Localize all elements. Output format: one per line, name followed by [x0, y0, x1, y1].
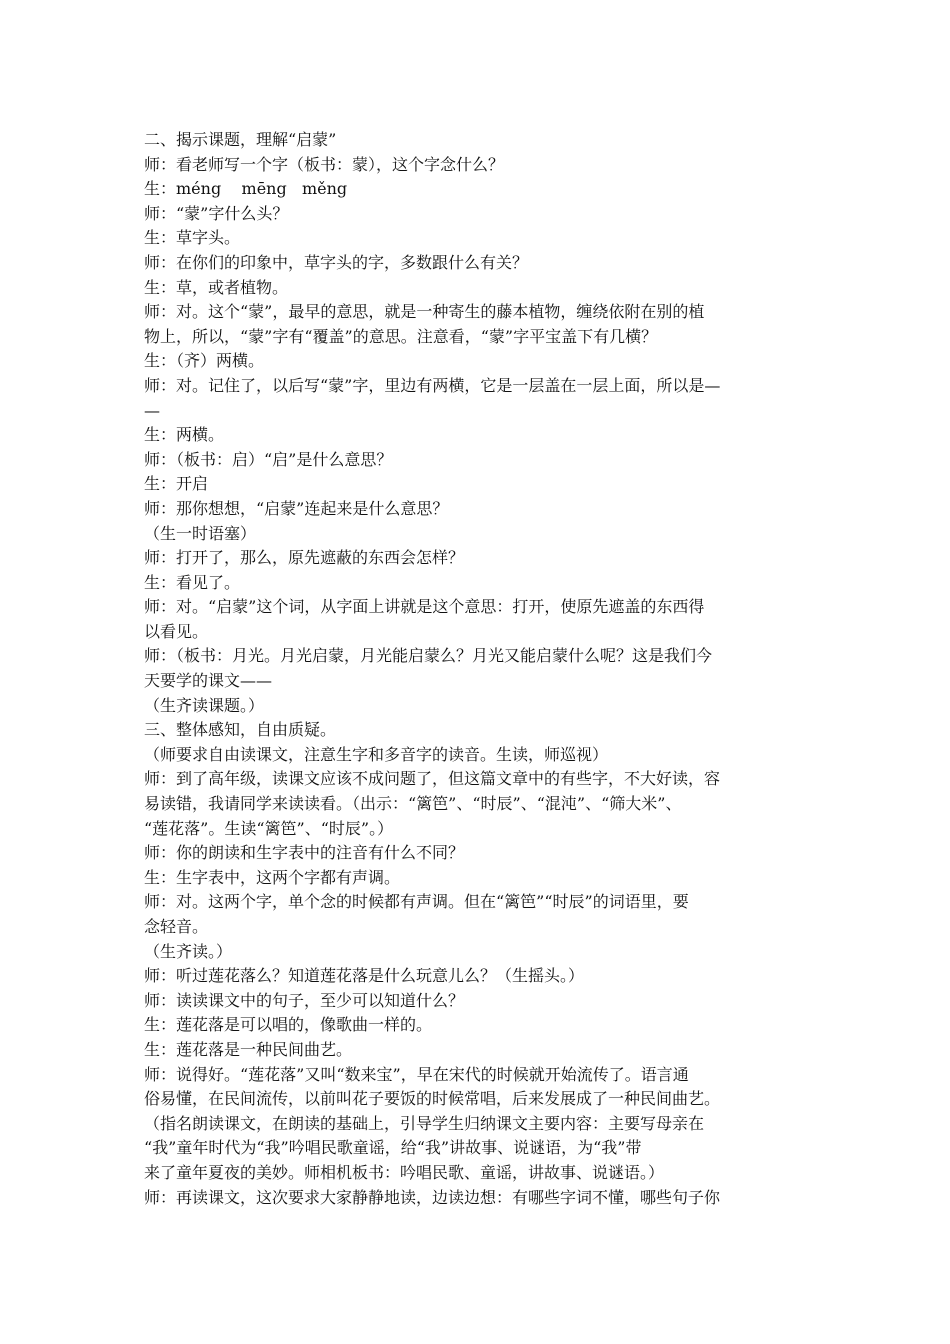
text-line: 生：莲花落是一种民间曲艺。	[144, 1039, 353, 1059]
text-line: 师：对。“启蒙”这个词，从字面上讲就是这个意思：打开，使原先遮盖的东西得	[144, 597, 705, 617]
text-line: 师：（板书：启）“启”是什么意思？	[144, 449, 393, 469]
text-line: 俗易懂，在民间流传，以前叫花子要饭的时候常唱，后来发展成了一种民间曲艺。	[144, 1089, 721, 1109]
text-line: —	[144, 400, 160, 420]
text-line: （指名朗读课文，在朗读的基础上，引导学生归纳课文主要内容：主要写母亲在	[144, 1113, 705, 1133]
text-line: 师：看老师写一个字（板书：蒙），这个字念什么？	[144, 154, 505, 174]
text-line: 师：对。这两个字，单个念的时候都有声调。但在“篱笆”“时辰”的词语里，要	[144, 892, 689, 912]
text-line: 师：打开了，那么，原先遮蔽的东西会怎样？	[144, 548, 465, 568]
text-line: 师：那你想想，“启蒙”连起来是什么意思？	[144, 498, 449, 518]
text-line: （生齐读课题。）	[144, 695, 265, 715]
text-line: 师：在你们的印象中，草字头的字，多数跟什么有关？	[144, 252, 529, 272]
text-line: 念轻音。	[144, 917, 209, 936]
text-line: 生：看见了。	[144, 572, 241, 592]
text-line: 师：听过莲花落么？知道莲花落是什么玩意儿么？（生摇头。）	[144, 966, 585, 986]
text-line: 生：草，或者植物。	[144, 277, 289, 297]
text-line: （师要求自由读课文，注意生字和多音字的读音。生读，师巡视）	[144, 744, 609, 764]
text-line: 师：对。这个“蒙”，最早的意思，就是一种寄生的藤本植物，缠绕依附在别的植	[144, 302, 705, 322]
text-line: （生一时语塞）	[144, 523, 257, 543]
text-line: （生齐读。）	[144, 941, 233, 961]
text-line: 生：méng mēng měng	[144, 179, 348, 199]
text-line: 师：你的朗读和生字表中的注音有什么不同？	[144, 843, 465, 863]
text-line: 天要学的课文——	[144, 671, 273, 691]
text-line: 师：对。记住了，以后写“蒙”字，里边有两横，它是一层盖在一层上面，所以是—	[144, 375, 721, 395]
section-heading-reveal-topic: 二、揭示课题，理解“启蒙”	[144, 130, 337, 149]
text-line: 师：说得好。“莲花落”又叫“数来宝”，早在宋代的时候就开始流传了。语言通	[144, 1064, 689, 1084]
text-line: 生：莲花落是可以唱的，像歌曲一样的。	[144, 1015, 433, 1035]
text-line: 物上，所以，“蒙”字有“覆盖”的意思。注意看，“蒙”字平宝盖下有几横？	[144, 326, 658, 346]
text-line: 师：（板书：月光。月光启蒙，月光能启蒙么？月光又能启蒙什么呢？这是我们今	[144, 646, 713, 666]
text-line: 生：两横。	[144, 425, 225, 445]
text-line: 生：生字表中，这两个字都有声调。	[144, 867, 401, 887]
text-line: 师：“蒙”字什么头？	[144, 203, 289, 223]
text-line: “我”童年时代为“我”吟唱民歌童谣，给“我”讲故事、说谜语，为“我”带	[144, 1138, 642, 1158]
text-line: 生：开启	[144, 474, 209, 494]
text-line: “莲花落”。生读“篱笆”、“时辰”。）	[144, 818, 394, 838]
text-line: 以看见。	[144, 621, 209, 641]
section-heading-overall-perception: 三、整体感知，自由质疑。	[144, 720, 337, 740]
document-page	[144, 128, 824, 1210]
text-line: 师：读读课文中的句子，至少可以知道什么？	[144, 990, 465, 1010]
text-line: 来了童年夏夜的美妙。师相机板书：吟唱民歌、童谣，讲故事、说谜语。）	[144, 1162, 665, 1182]
text-line: 生：（齐）两横。	[144, 351, 265, 371]
text-line: 师：到了高年级，读课文应该不成问题了，但这篇文章中的有些字，不大好读，容	[144, 769, 721, 789]
text-line: 生：草字头。	[144, 228, 241, 248]
text-line: 师：再读课文，这次要求大家静静地读，边读边想：有哪些字词不懂，哪些句子你	[144, 1187, 721, 1207]
text-line: 易读错，我请同学来读读看。（出示：“篱笆”、“时辰”、“混沌”、“筛大米”、	[144, 794, 682, 814]
